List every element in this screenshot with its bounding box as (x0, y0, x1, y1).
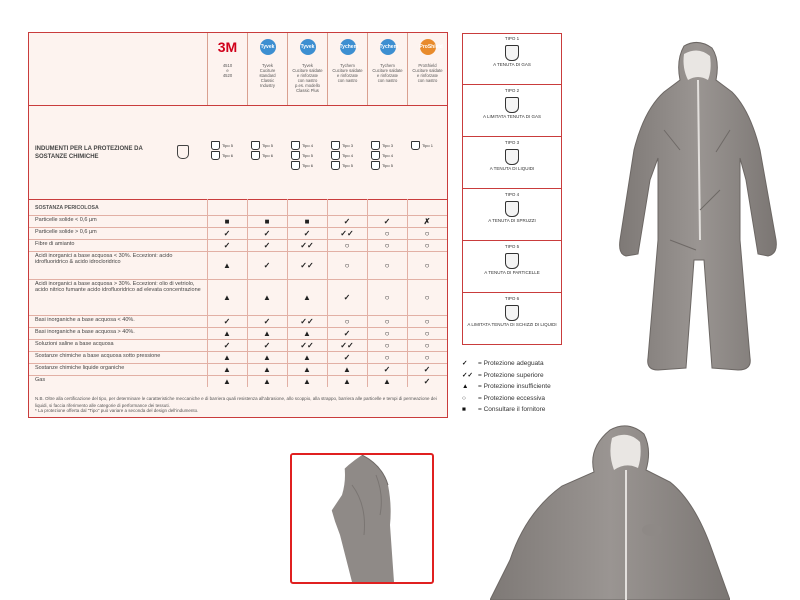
brand-column-1 (247, 33, 287, 105)
tipo-label: Tipo 6 (262, 153, 273, 158)
rating-cell: ○ (384, 241, 390, 250)
tipo-label: Tipo 4 (302, 143, 313, 148)
sleeve-detail-image (292, 455, 432, 582)
footnote-1: N.B. Oltre alla certificazione del tipo, per determinare le caratteristiche meccaniche e di barriera quali resistenza all'abrasione, allo scoppio, alla strappo, barriera alle particelle e tempi di permeazione dei liquidi, si faccia riferimento alle categorie di performance dei tessuti. (35, 396, 437, 408)
rating-cell: ✓✓ (300, 341, 314, 350)
rating-cell: ✓ (423, 377, 431, 386)
rating-cell: ▲ (223, 365, 231, 374)
rating-cell: ✓ (263, 261, 271, 270)
tipo-badge-icon (331, 161, 340, 170)
rating-cell: ▲ (303, 365, 311, 374)
tipo-label: Tipo 5 (302, 153, 313, 158)
tipo-description: A TENUTA DI GAS (493, 62, 531, 67)
rating-cell: ✓✓ (340, 341, 354, 350)
tipo-list-5 (411, 141, 433, 151)
detail-crop-frame (290, 453, 434, 584)
rating-cell: ○ (384, 261, 390, 270)
tipo-badge-icon (251, 141, 260, 150)
grid-line (367, 199, 368, 387)
tipo-shield-icon (505, 149, 519, 165)
rating-cell: ○ (424, 353, 430, 362)
tipo-name: TIPO 2 (504, 88, 520, 93)
rating-cell: ✓ (263, 317, 271, 326)
tipo-name: TIPO 4 (504, 192, 520, 197)
rating-cell: ✓ (343, 217, 351, 226)
tipo-badge-icon (411, 141, 420, 150)
rating-cell: ○ (424, 229, 430, 238)
substance-label: Particelle solide > 0,6 µm (35, 229, 97, 235)
chemical-protection-table (28, 32, 448, 418)
rating-cell: ▲ (263, 329, 271, 338)
tipo-badge-icon (331, 151, 340, 160)
rating-cell: ✓ (343, 293, 351, 302)
brand-logo-icon: Tychem (380, 39, 396, 55)
legend-symbol-icon: ▲ (462, 383, 469, 390)
legend-symbol-icon: ○ (462, 394, 466, 402)
legend-item (462, 393, 602, 405)
rating-cell: ■ (264, 217, 270, 226)
substance-label: Basi inorganiche a base acquosa > 40%. (35, 329, 135, 335)
tipo-badge-icon (291, 161, 300, 170)
brand-logo-icon: Tyvek (260, 39, 276, 55)
tipo-badge-icon (251, 151, 260, 160)
tipo-label: Tipo 6 (222, 153, 233, 158)
rating-cell: ○ (384, 317, 390, 326)
brand-line: e rinforzate (377, 73, 398, 78)
legend-item (462, 370, 602, 382)
legend-symbol-icon: ✓✓ (462, 371, 473, 379)
rating-cell: ■ (304, 217, 310, 226)
rating-cell: ○ (384, 353, 390, 362)
brand-line: Classic (260, 78, 275, 83)
rating-cell: ✓ (343, 329, 351, 338)
brand-line: 4510 (222, 63, 233, 68)
brand-line: 4520 (222, 73, 233, 78)
tipo-list-0 (211, 141, 233, 161)
table-row (29, 375, 447, 388)
table-row (29, 279, 447, 316)
substance-label: Sostanze chimiche a base acquosa sotto pressione (35, 353, 161, 359)
tipo-description: A LIMITATA TENUTA DI GAS (482, 114, 542, 119)
brand-line: standard (259, 73, 276, 78)
legend (462, 358, 602, 416)
brand-line: Tychem (340, 63, 355, 68)
rating-cell: ▲ (263, 365, 271, 374)
grid-line (287, 199, 288, 387)
tipo-cell (463, 190, 561, 241)
brand-logo-icon: ProShield (420, 39, 436, 55)
rating-cell: ▲ (263, 293, 271, 302)
tipo-shield-icon (505, 253, 519, 269)
rating-cell: ▲ (223, 353, 231, 362)
brand-line: e rinforzate (417, 73, 438, 78)
legend-item (462, 358, 602, 370)
brand-line: p.es. modello (295, 83, 320, 88)
tipo-badge-icon (331, 141, 340, 150)
brand-column-4 (367, 33, 407, 105)
table-row (29, 251, 447, 280)
brand-column-0 (207, 33, 247, 105)
tipo-list-2 (291, 141, 313, 171)
legend-symbol-icon: ■ (462, 406, 466, 413)
substance-label: Sostanze chimiche liquide organiche (35, 365, 125, 371)
tipo-badge-icon (291, 141, 300, 150)
tipo-badge-icon (371, 151, 380, 160)
tipo-label: Tipo 6 (302, 163, 313, 168)
substance-label: Particelle solide < 0,6 µm (35, 217, 97, 223)
sostanza-label: SOSTANZA PERICOLOSA (35, 205, 99, 211)
tipo-badge-icon (371, 141, 380, 150)
rating-cell: ✓ (303, 229, 311, 238)
rating-cell: ○ (424, 261, 430, 270)
rating-cell: ✓✓ (300, 317, 314, 326)
tipo-badge-icon (371, 161, 380, 170)
rating-cell: ✓ (383, 365, 391, 374)
tipo-list-3 (331, 141, 353, 171)
rating-cell: ▲ (303, 377, 311, 386)
tipo-label: Tipo 5 (222, 143, 233, 148)
footnote-2: * La protezione offerta dal "Tipo" può variare a seconda del design dell'indumento. (35, 408, 199, 413)
rating-cell: ✓✓ (300, 241, 314, 250)
rating-cell: ✓ (263, 341, 271, 350)
legend-text: = Protezione superiore (478, 371, 544, 379)
legend-item (462, 381, 602, 393)
rating-cell: ✓ (423, 365, 431, 374)
rating-cell: ▲ (223, 329, 231, 338)
legend-symbol-icon: ✓ (462, 360, 468, 367)
brand-line: Cuciture saldate (332, 68, 363, 73)
rating-cell: ▲ (303, 353, 311, 362)
rating-cell: ▲ (263, 353, 271, 362)
rating-cell: ▲ (303, 293, 311, 302)
legend-text: = Consultare il fornitore (478, 406, 546, 413)
tipo-label: Tipo 5 (342, 163, 353, 168)
grid-line (247, 199, 248, 387)
tipo-cell (463, 86, 561, 137)
coverall-image-partial (490, 420, 730, 600)
brand-line: ProShield (418, 63, 437, 68)
rating-cell: ▲ (343, 365, 351, 374)
rating-cell: ○ (424, 329, 430, 338)
rating-cell: ✓ (343, 353, 351, 362)
rating-cell: ○ (424, 341, 430, 350)
rating-cell: ○ (384, 293, 390, 302)
tipo-shield-icon (505, 305, 519, 321)
tipo-badge-icon (211, 141, 220, 150)
brand-line: Cuciture (259, 68, 276, 73)
rating-cell: ✓ (383, 217, 391, 226)
substance-label: Acidi inorganici a base acquosa > 30%. Eccezioni: olio di vetriolo, acido nitrico fumante acido idrofluoridrico ad elevata concentrazione (35, 281, 201, 293)
rating-cell: ○ (424, 293, 430, 302)
tipo-label: Tipo 1 (422, 143, 433, 148)
brand-line: e rinforzate (337, 73, 358, 78)
tipo-label: Tipo 3 (382, 143, 393, 148)
rating-cell: ✓ (223, 229, 231, 238)
brand-line: con nastro (337, 78, 358, 83)
rating-cell: ○ (384, 329, 390, 338)
tipo-badge-icon (291, 151, 300, 160)
rating-cell: ○ (344, 241, 350, 250)
brand-logo-icon: 3M (217, 39, 238, 55)
legend-text: = Protezione insufficiente (478, 383, 551, 390)
rating-cell: ▲ (303, 329, 311, 338)
rating-cell: ✓ (223, 241, 231, 250)
rating-cell: ✓✓ (340, 229, 354, 238)
rating-cell: ▲ (223, 293, 231, 302)
tipo-cell (463, 242, 561, 293)
brand-line: Classic Plus (296, 88, 319, 93)
rating-cell: ○ (344, 261, 350, 270)
brand-header-row (29, 33, 447, 106)
tipo-label: Tipo 5 (262, 143, 273, 148)
rating-cell: ○ (384, 229, 390, 238)
brand-logo-icon: Tychem (340, 39, 356, 55)
rating-cell: ▲ (383, 377, 391, 386)
brand-column-5 (407, 33, 447, 105)
tipo-label: Tipo 5 (382, 163, 393, 168)
tipo-cell (463, 138, 561, 189)
substance-label: Gas (35, 377, 46, 383)
rating-cell: ○ (344, 317, 350, 326)
legend-text: = Protezione eccessiva (478, 394, 546, 402)
tipo-cell (463, 294, 561, 344)
rating-cell: ○ (424, 317, 430, 326)
grid-line (327, 199, 328, 387)
coverall-image-front (600, 40, 780, 380)
tipo-panel (462, 33, 562, 345)
garment-row (29, 105, 447, 200)
rating-cell: ✓ (263, 241, 271, 250)
rating-cell: ▲ (223, 377, 231, 386)
brand-line: Cuciture saldate (372, 68, 403, 73)
grid-line (407, 199, 408, 387)
brand-line: Cuciture saldate (412, 68, 443, 73)
tipo-label: Tipo 4 (382, 153, 393, 158)
legend-text: = Protezione adeguata (478, 360, 544, 367)
tipo-description: A TENUTA DI PARTICELLE (484, 270, 540, 275)
rating-cell: ✓ (223, 317, 231, 326)
tipo-cell (463, 34, 561, 85)
tipo-shield-icon (505, 97, 519, 113)
legend-item (462, 404, 602, 416)
rating-cell: ✓✓ (300, 261, 314, 270)
brand-line: e (226, 68, 229, 73)
tipo-description: A TENUTA DI LIQUIDI (489, 166, 535, 171)
suit-badge-icon (177, 145, 189, 159)
substance-label: Acidi inorganici a base acquosa < 30%. Eccezioni: acido idrofluoridrico & acido idrocloridrico (35, 253, 173, 265)
substance-label: Soluzioni saline a base acquosa (35, 341, 114, 347)
rating-cell: ▲ (223, 261, 231, 270)
tipo-name: TIPO 6 (504, 296, 520, 301)
rating-cell: ■ (224, 217, 230, 226)
rating-cell: ✓ (263, 229, 271, 238)
brand-line: Industry (260, 83, 275, 88)
garment-title: INDUMENTI PER LA PROTEZIONE DA SOSTANZE CHIMICHE (35, 146, 143, 160)
tipo-list-4 (371, 141, 393, 171)
brand-column-2 (287, 33, 327, 105)
tipo-name: TIPO 5 (504, 244, 520, 249)
grid-line (207, 199, 208, 387)
brand-line: Cuciture saldate (292, 68, 323, 73)
rating-cell: ✗ (423, 217, 431, 226)
brand-line: e rinforzate (297, 73, 318, 78)
substance-label: Basi inorganiche a base acquosa < 40%. (35, 317, 135, 323)
brand-line: con nastro (417, 78, 438, 83)
tipo-shield-icon (505, 201, 519, 217)
rating-cell: ○ (424, 241, 430, 250)
tipo-description: A LIMITATA TENUTA DI SCHIZZI DI LIQUIDI (467, 322, 557, 327)
tipo-label: Tipo 3 (342, 143, 353, 148)
tipo-list-1 (251, 141, 273, 161)
brand-line: Tyvek (302, 63, 313, 68)
rating-cell: ○ (384, 341, 390, 350)
tipo-description: A TENUTA DI SPRUZZI (488, 218, 536, 223)
brand-line: con nastro (297, 78, 318, 83)
brand-line: con nastro (377, 78, 398, 83)
brand-logo-icon: Tyvek (300, 39, 316, 55)
tipo-shield-icon (505, 45, 519, 61)
brand-column-3 (327, 33, 367, 105)
brand-line: Tychem (380, 63, 395, 68)
rating-cell: ▲ (263, 377, 271, 386)
tipo-name: TIPO 1 (504, 36, 520, 41)
substance-label: Fibre di amianto (35, 241, 75, 247)
tipo-name: TIPO 3 (504, 140, 520, 145)
tipo-badge-icon (211, 151, 220, 160)
tipo-label: Tipo 4 (342, 153, 353, 158)
rating-cell: ▲ (343, 377, 351, 386)
brand-line: Tyvek (262, 63, 273, 68)
rating-cell: ✓ (223, 341, 231, 350)
